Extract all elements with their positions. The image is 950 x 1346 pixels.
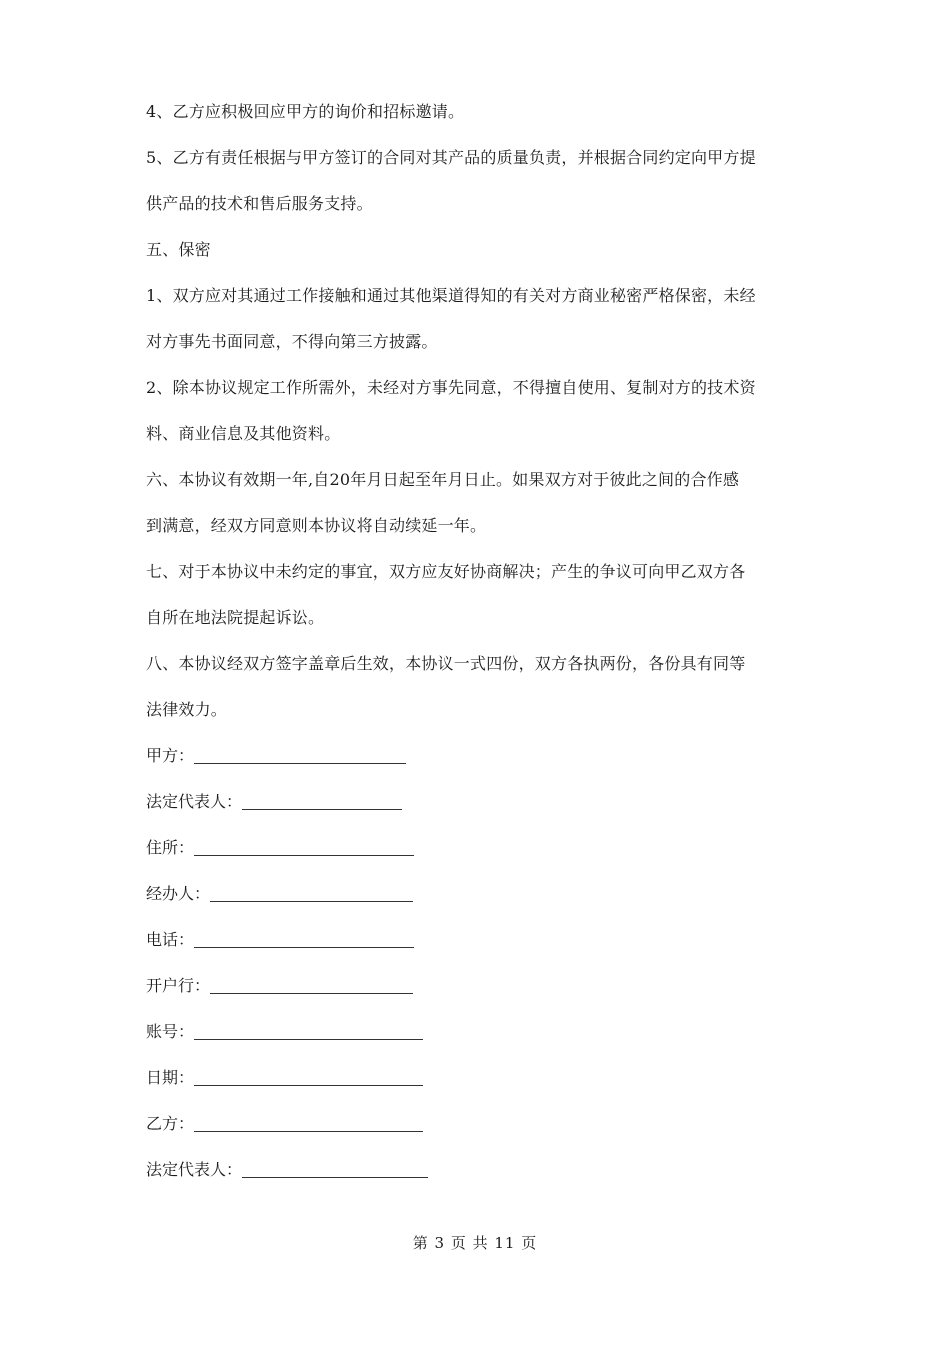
field-label: 账号：: [146, 1022, 195, 1041]
signature-field-handler: [146, 884, 413, 904]
fill-in-line[interactable]: [194, 931, 414, 948]
section-7-line-1: 七、对于本协议中未约定的事宜，双方应友好协商解决；产生的争议可向甲乙双方各: [146, 562, 746, 581]
confidentiality-2-line-1: 2、除本协议规定工作所需外，未经对方事先同意，不得擅自使用、复制对方的技术资: [146, 378, 756, 397]
fill-in-line[interactable]: [210, 977, 413, 994]
section-8-line-2: 法律效力。: [146, 700, 228, 719]
section-8-line-1: 八、本协议经双方签字盖章后生效，本协议一式四份，双方各执两份，各份具有同等: [146, 654, 746, 673]
field-label: 住所：: [146, 838, 195, 857]
field-label: 法定代表人：: [146, 792, 243, 811]
signature-field-legal-rep-b: [146, 1160, 428, 1180]
field-label: 甲方：: [146, 746, 195, 765]
fill-in-line[interactable]: [194, 1115, 423, 1132]
signature-field-party-a: [146, 746, 406, 766]
signature-field-date: [146, 1068, 423, 1088]
field-label: 电话：: [146, 930, 195, 949]
fill-in-line[interactable]: [242, 1161, 428, 1178]
signature-field-address: [146, 838, 414, 858]
confidentiality-1-line-1: 1、双方应对其通过工作接触和通过其他渠道得知的有关对方商业秘密严格保密，未经: [146, 286, 756, 305]
field-label: 日期：: [146, 1068, 195, 1087]
field-label: 经办人：: [146, 884, 211, 903]
signature-field-account: [146, 1022, 423, 1042]
signature-field-legal-rep-a: [146, 792, 402, 812]
field-label: 法定代表人：: [146, 1160, 243, 1179]
field-label: 乙方：: [146, 1114, 195, 1133]
signature-field-party-b: [146, 1114, 423, 1134]
fill-in-line[interactable]: [194, 1023, 423, 1040]
section-5-heading: 五、保密: [146, 240, 211, 259]
section-7-line-2: 自所在地法院提起诉讼。: [146, 608, 325, 627]
field-label: 开户行：: [146, 976, 211, 995]
confidentiality-1-line-2: 对方事先书面同意，不得向第三方披露。: [146, 332, 438, 351]
fill-in-line[interactable]: [210, 885, 413, 902]
clause-5-line-1: 5、乙方有责任根据与甲方签订的合同对其产品的质量负责，并根据合同约定向甲方提: [146, 148, 756, 167]
signature-field-bank: [146, 976, 413, 996]
clause-4: 4、乙方应积极回应甲方的询价和招标邀请。: [146, 102, 465, 121]
section-6-line-1: 六、本协议有效期一年,自20年月日起至年月日止。如果双方对于彼此之间的合作感: [146, 470, 740, 489]
section-6-line-2: 到满意，经双方同意则本协议将自动续延一年。: [146, 516, 487, 535]
page-number-footer: 第 3 页 共 11 页: [412, 1234, 538, 1252]
fill-in-line[interactable]: [242, 793, 402, 810]
fill-in-line[interactable]: [194, 747, 406, 764]
fill-in-line[interactable]: [194, 1069, 423, 1086]
signature-field-phone: [146, 930, 414, 950]
clause-5-line-2: 供产品的技术和售后服务支持。: [146, 194, 373, 213]
confidentiality-2-line-2: 料、商业信息及其他资料。: [146, 424, 341, 443]
fill-in-line[interactable]: [194, 839, 414, 856]
